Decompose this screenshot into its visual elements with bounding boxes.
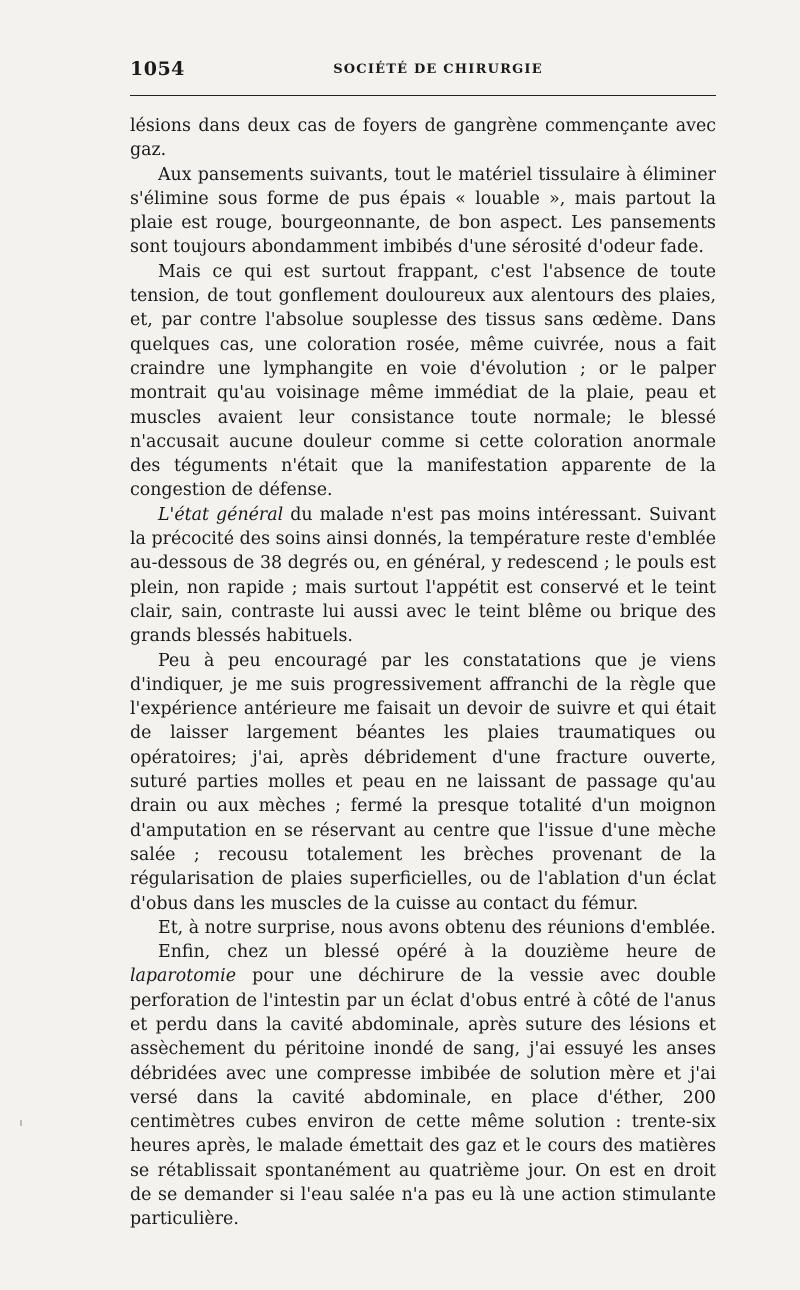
paragraph-surprise: Et, à notre surprise, nous avons obtenu des réunions d'emblée. — [158, 917, 716, 938]
running-head: SOCIÉTÉ DE CHIRURGIE — [333, 62, 543, 77]
paragraph-etat-general: L'état général du malade n'est pas moins intéressant. Suivant la précocité des soins ainsi donnés, la température reste d'emblée au-dessous de 38 degrés ou, en général, y redescend ; le pouls est plein, non rapide ; mais surtout l'appétit est conservé et le teint clair, sain, contraste lui aussi avec le teint blême ou brique des grands blessés habituels. — [130, 504, 717, 647]
paragraph-continuation: lésions dans deux cas de foyers de gangrène commençante avec gaz. — [130, 116, 716, 161]
paragraph-tension: Mais ce qui est surtout frappant, c'est l'absence de toute tension, de tout gonflement douloureux aux alentours des plaies, et, par contre l'absolue souplesse des tissus sans œdème. Dans quelques cas, une coloration rosée, même cuivrée, nous a fait craindre une lymphangite en voie d'évolution ; or le palper montrait qu'au voisinage même immédiat de la plaie, peau et muscles avaient leur consistance toute normale; le blessé n'accusait aucune douleur comme si cette coloration anormale des téguments n'était que la manifestation apparente de la congestion de défense. — [130, 261, 716, 501]
page-header — [130, 58, 716, 88]
header-rule — [130, 95, 716, 96]
paragraph-laparotomie: Enfin, chez un blessé opéré à la douzième heure de laparotomie pour une déchirure de la vessie avec double perforation de l'intestin par un éclat d'obus entré à côté de l'anus et perdu dans la cavité abdominale, après suture des lésions et assèchement du péritoine inondé de sang, j'ai essuyé les anses débridées avec une compresse imbibée de solution mère et j'ai versé dans la cavité abdominale, en place d'éther, 200 centimètres cubes environ de cette même solution : trente-six heures après, le malade émettait des gaz et le cours des matières se rétablissait spontanément au quatrième jour. On est en droit de se demander si l'eau salée n'a pas eu là une action stimulante particulière. — [130, 942, 716, 1230]
italic-term: L'état général — [158, 504, 284, 525]
italic-term: laparotomie — [130, 966, 237, 987]
body-text — [130, 114, 716, 1232]
margin-speck — [20, 1120, 22, 1126]
paragraph-pansements: Aux pansements suivants, tout le matériel tissulaire à éliminer s'élimine sous forme de pus épais « louable », mais partout la plaie est rouge, bourgeonnante, de bon aspect. Les pansements sont toujours abondamment imbibés d'une sérosité d'odeur fade. — [130, 164, 716, 258]
book-page — [130, 0, 716, 1290]
paragraph-encourage: Peu à peu encouragé par les constatations que je viens d'indiquer, je me suis progressivement affranchi de la règle que l'expérience antérieure me faisait un devoir de suivre et qui était de laisser largement béantes les plaies traumatiques ou opératoires; j'ai, après débridement d'une fracture ouverte, suturé parties molles et peau en ne laissant de passage qu'au drain ou aux mèches ; fermé la presque totalité d'un moignon d'amputation en se réservant au centre que l'issue d'une mèche salée ; recousu totalement les brèches provenant de la régularisation de plaies superficielles, ou de l'ablation d'un éclat d'obus dans les muscles de la cuisse au contact du fémur. — [130, 650, 716, 914]
page-number: 1054 — [130, 58, 185, 80]
